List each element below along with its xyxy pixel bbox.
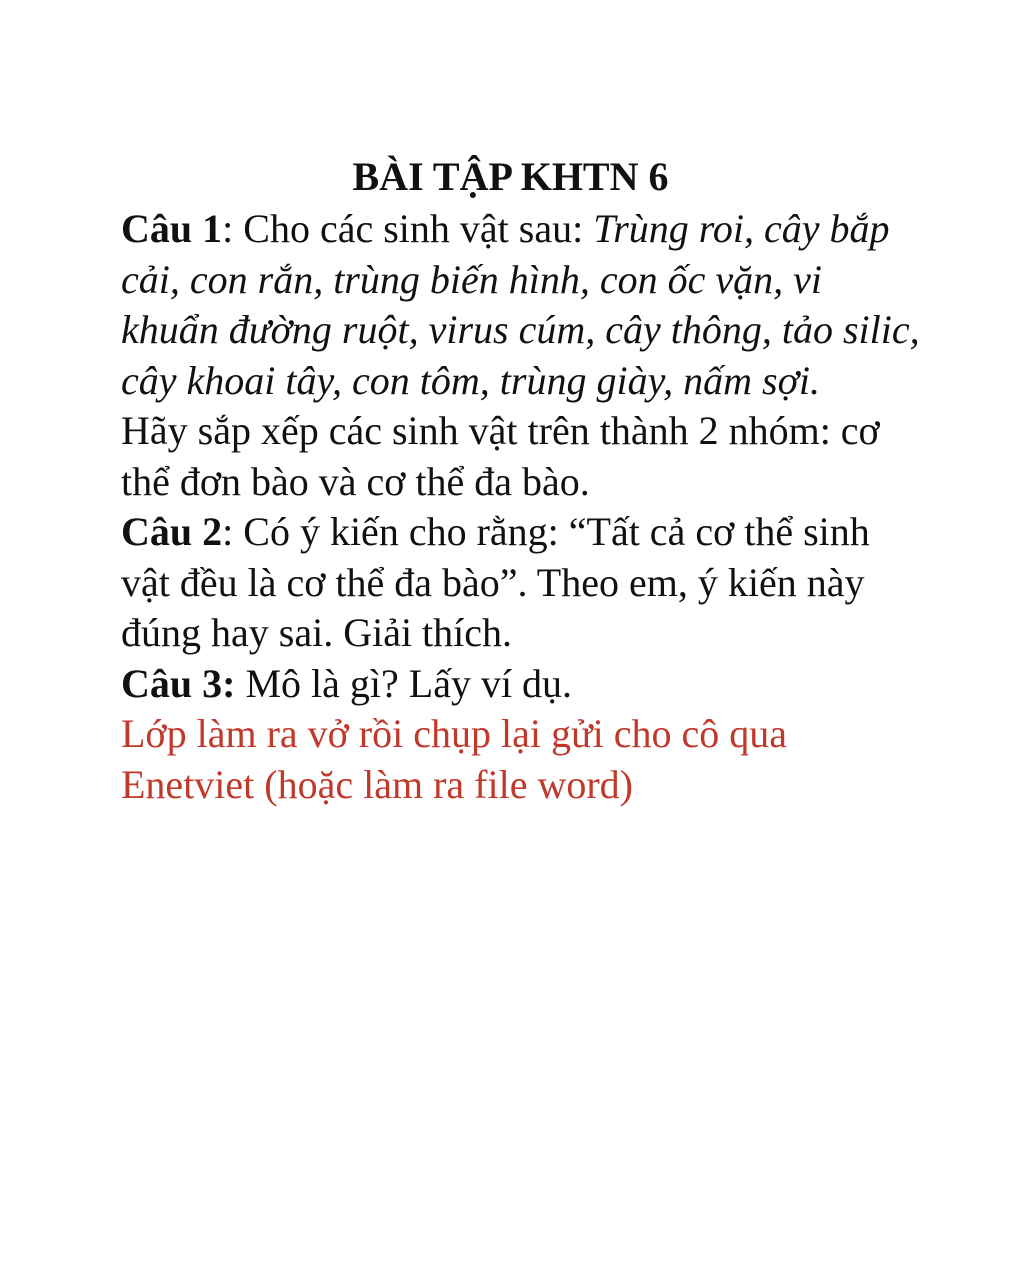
question-2-label: Câu 2 bbox=[121, 509, 223, 554]
teacher-note: Lớp làm ra vở rồi chụp lại gửi cho cô qua Enetviet (hoặc làm ra file word) bbox=[121, 711, 788, 807]
question-1 bbox=[121, 204, 921, 406]
document-title: BÀI TẬP KHTN 6 bbox=[352, 154, 669, 199]
question-2-text: Có ý kiến cho rằng: “Tất cả cơ thể sinh vật đều là cơ thể đa bào”. Theo em, ý kiến này đúng hay sai. Giải thích. bbox=[121, 509, 870, 655]
question-1-organisms: Trùng roi, cây bắp cải, con rắn, trùng biến hình, con ốc vặn, vi khuẩn đường ruột, virus cúm, cây thông, tảo silic, cây khoai tây, con tôm, trùng giày, nấm sợi. bbox=[121, 206, 920, 403]
question-1-task: Hãy sắp xếp các sinh vật trên thành 2 nhóm: cơ thể đơn bào và cơ thể đa bào. bbox=[121, 408, 880, 504]
question-3-text: Mô là gì? Lấy ví dụ. bbox=[235, 660, 573, 706]
question-2-separator: : bbox=[222, 509, 244, 554]
question-1-label: Câu 1 bbox=[121, 206, 223, 251]
question-1-intro: Cho các sinh vật sau: bbox=[243, 206, 594, 251]
question-3 bbox=[121, 659, 921, 710]
question-1-separator: : bbox=[222, 206, 244, 251]
question-2 bbox=[121, 507, 921, 659]
question-3-label: Câu 3: bbox=[121, 660, 236, 706]
